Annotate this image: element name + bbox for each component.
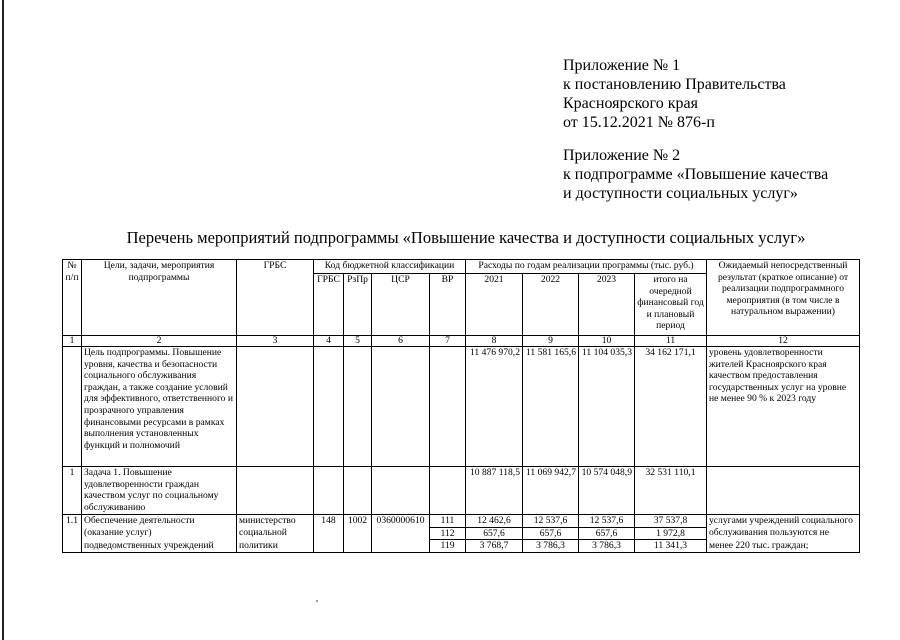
column-number: 11 (635, 336, 707, 347)
appendix-2-line: к подпрограмме «Повышение качества (563, 166, 829, 183)
document-title: Перечень мероприятий подпрограммы «Повышение качества и доступности социальных услуг» (126, 228, 806, 247)
measure-num: 1.1 (63, 515, 82, 528)
column-number: 12 (707, 336, 860, 347)
scan-speck (316, 600, 318, 602)
column-number: 8 (466, 336, 523, 347)
column-number: 6 (372, 336, 430, 347)
header-result: Ожидаемый непосредственный результат (краткое описание) от реализации подпрограммного мероприятия (в том числе в натуральном выражении) (707, 260, 860, 336)
measure-total: 37 537,8 (635, 515, 707, 528)
measure-2021: 657,6 (466, 527, 523, 540)
goal-2021: 11 476 970,2 (466, 347, 523, 467)
measure-2021: 12 462,6 (466, 515, 523, 528)
measure-2022: 12 537,6 (523, 515, 579, 528)
header-code-rzpr: РзПр (344, 274, 372, 336)
goal-code-grbs (314, 347, 344, 467)
task-num: 1 (63, 467, 82, 515)
task-text: Задача 1. Повышение удовлетворенности граждан качеством услуг по социальному обслуживанию (82, 467, 237, 515)
goal-num (63, 347, 82, 467)
column-number: 10 (579, 336, 635, 347)
measure-vr: 119 (430, 540, 466, 553)
task-code-grbs (314, 467, 344, 515)
header-grbs: ГРБС (237, 260, 314, 336)
measure-code-rzpr: 1002 (344, 515, 372, 528)
measure-code-grbs: 148 (314, 515, 344, 528)
goal-total: 34 162 171,1 (635, 347, 707, 467)
goal-result: уровень удовлетворенности жителей Красноярского края качеством предоставления государственных услуг на уровне не менее 90 % к 2023 году (707, 347, 860, 467)
measure-grbs-line: министерство (237, 515, 314, 528)
measure-result-line: обслуживания пользуются не (707, 527, 860, 540)
appendix-2-block (563, 146, 828, 203)
measure-2022: 657,6 (523, 527, 579, 540)
column-number-row (63, 336, 860, 347)
appendix-2-line: и доступности социальных услуг» (563, 185, 798, 202)
header-budget-code: Код бюджетной классификации (314, 260, 466, 274)
column-number: 1 (63, 336, 82, 347)
appendix-1-block (563, 56, 786, 132)
appendix-1-line: от 15.12.2021 № 876-п (563, 114, 715, 131)
header-expenses: Расходы по годам реализации программы (тыс. руб.) (466, 260, 707, 274)
goal-2023: 11 104 035,3 (579, 347, 635, 467)
measure-result-line: менее 220 тыс. граждан; (707, 540, 860, 553)
task-2021: 10 887 118,5 (466, 467, 523, 515)
measure-code-rzpr-cont (344, 540, 372, 553)
column-number: 9 (523, 336, 579, 347)
header-total: итого на очередной финансовый год и плановый период (635, 274, 707, 336)
appendix-1-line: к постановлению Правительства (563, 76, 786, 93)
task-code-rzpr (344, 467, 372, 515)
appendix-1-line: Приложение № 1 (563, 57, 681, 74)
appendix-1-line: Красноярского края (563, 95, 698, 112)
measure-code-rzpr-cont (344, 527, 372, 540)
measure-text-line: Обеспечение деятельности (82, 515, 237, 528)
goal-code-csr (372, 347, 430, 467)
measure-num-cont (63, 540, 82, 553)
goal-code-vr (430, 347, 466, 467)
measure-total: 11 341,3 (635, 540, 707, 553)
measure-total: 1 972,8 (635, 527, 707, 540)
measure-code-csr-cont (372, 540, 430, 553)
page-edge-line (2, 0, 4, 640)
header-year-2022: 2022 (523, 274, 579, 336)
measure-row (63, 527, 860, 540)
measure-code-csr-cont (372, 527, 430, 540)
measures-table (62, 259, 860, 553)
measure-code-grbs-cont (314, 540, 344, 553)
measure-result-line: услугами учреждений социального (707, 515, 860, 528)
task-grbs (237, 467, 314, 515)
header-code-grbs: ГРБС (314, 274, 344, 336)
measure-grbs-line: социальной (237, 527, 314, 540)
header-year-2023: 2023 (579, 274, 635, 336)
goal-2022: 11 581 165,6 (523, 347, 579, 467)
measure-2023: 657,6 (579, 527, 635, 540)
task-total: 32 531 110,1 (635, 467, 707, 515)
measure-row (63, 540, 860, 553)
measure-grbs-line: политики (237, 540, 314, 553)
measure-row (63, 515, 860, 528)
task-2022: 11 069 942,7 (523, 467, 579, 515)
measure-vr: 111 (430, 515, 466, 528)
goal-grbs (237, 347, 314, 467)
task-code-vr (430, 467, 466, 515)
appendix-2-line: Приложение № 2 (563, 147, 681, 164)
measure-text-line: (оказание услуг) (82, 527, 237, 540)
goal-row (63, 347, 860, 467)
column-number: 7 (430, 336, 466, 347)
measure-2023: 12 537,6 (579, 515, 635, 528)
measure-vr: 112 (430, 527, 466, 540)
header-year-2021: 2021 (466, 274, 523, 336)
header-code-csr: ЦСР (372, 274, 430, 336)
header-goals: Цели, задачи, мероприятия подпрограммы (82, 260, 237, 336)
task-2023: 10 574 048,9 (579, 467, 635, 515)
header-num: № п/п (63, 260, 82, 336)
goal-code-rzpr (344, 347, 372, 467)
column-number: 2 (82, 336, 237, 347)
measure-text-line: подведомственных учреждений (82, 540, 237, 553)
column-number: 3 (237, 336, 314, 347)
task-code-csr (372, 467, 430, 515)
task-result (707, 467, 860, 515)
task-row (63, 467, 860, 515)
goal-text: Цель подпрограммы. Повышение уровня, качества и безопасности социального обслуживания граждан, а также создание условий для эффективного, ответственного и прозрачного управления финансовыми ресурсами в рамках выполнения установленных функций и полномочий (82, 347, 237, 467)
column-number: 5 (344, 336, 372, 347)
measure-2022: 3 786,3 (523, 540, 579, 553)
header-code-vr: ВР (430, 274, 466, 336)
measure-2023: 3 786,3 (579, 540, 635, 553)
measure-num-cont (63, 527, 82, 540)
column-number: 4 (314, 336, 344, 347)
measure-2021: 3 768,7 (466, 540, 523, 553)
measure-code-grbs-cont (314, 527, 344, 540)
measure-code-csr: 0360000610 (372, 515, 430, 528)
